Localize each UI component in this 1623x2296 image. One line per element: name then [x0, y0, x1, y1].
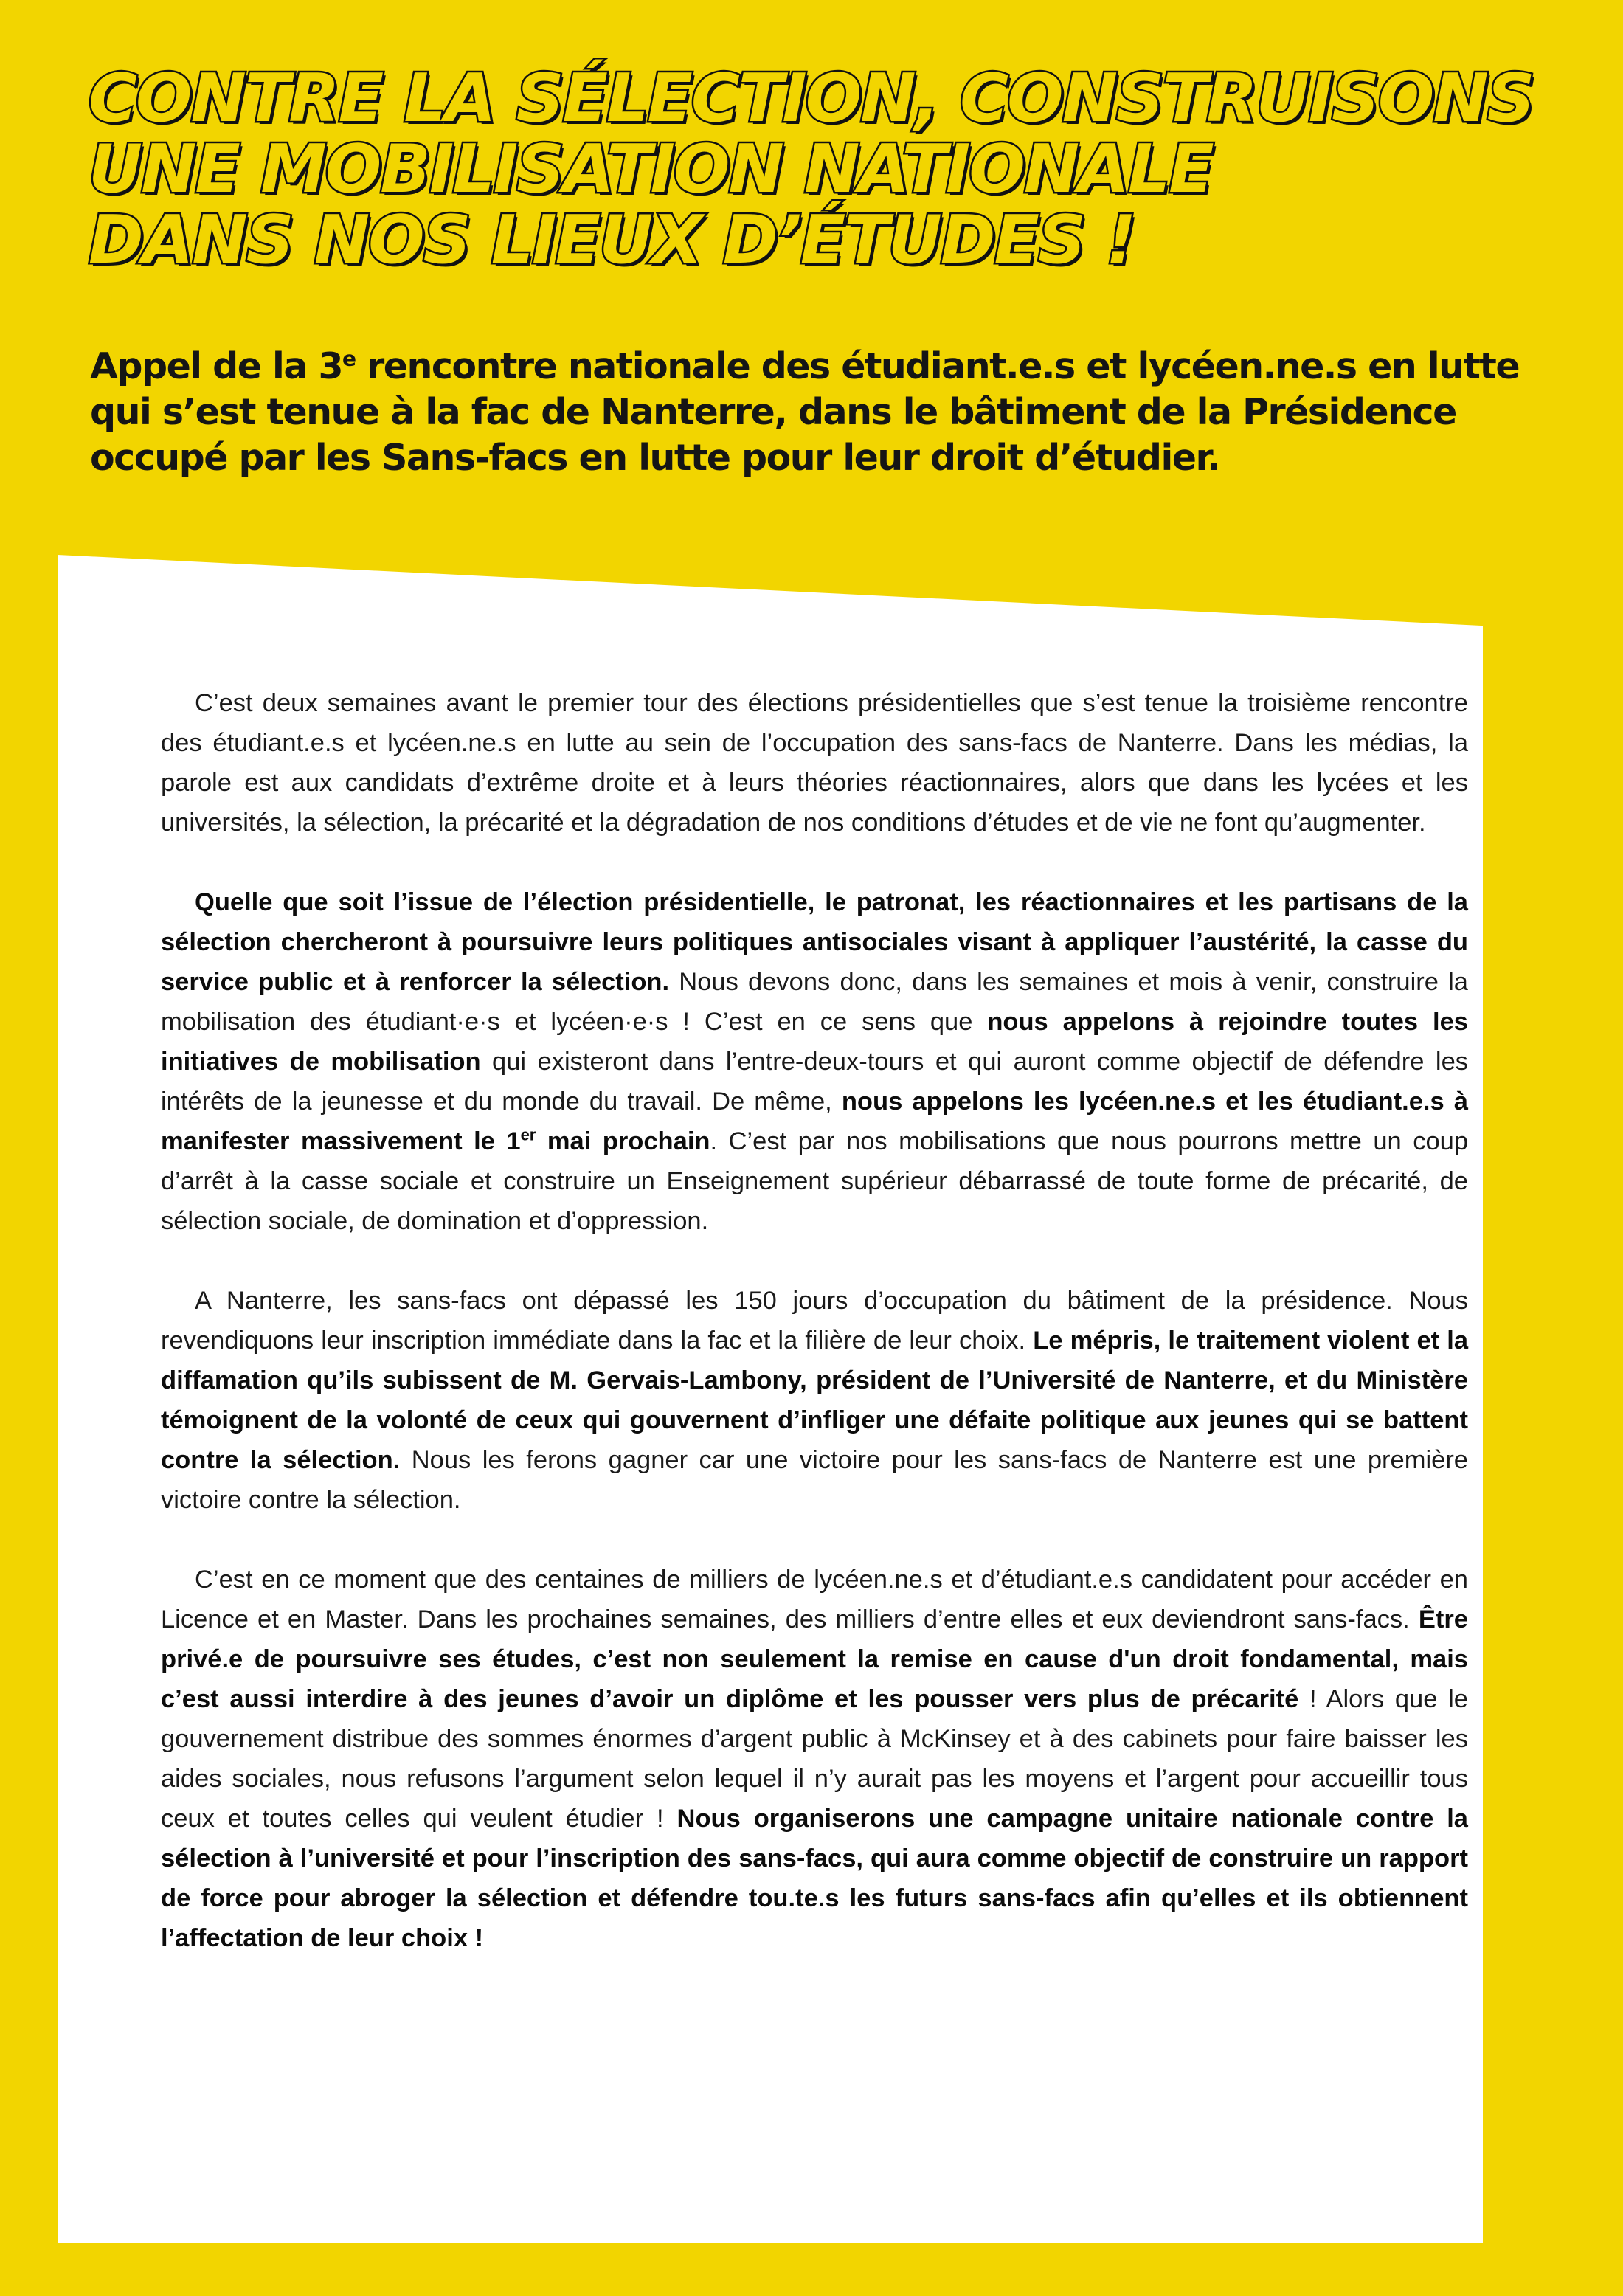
subtitle-line-1-end: rencontre nationale des étudiant.e.s et lycéen.ne.s en lutte	[355, 345, 1520, 387]
subtitle-line-2: qui s’est tenue à la fac de Nanterre, dans le bâtiment de la Présidence	[90, 391, 1456, 433]
paragraph-2-text-2: qui existeront dans l’entre-deux-tours et qui auront comme objectif de défendre les intérêts de la jeunesse et du monde du travail. De même,	[161, 1048, 1469, 1116]
paragraph-4-bold-1: Être privé.e de poursuivre ses études, c’est non seulement la remise en cause d'un droit fondamental, mais c’est aussi interdire à des jeunes d’avoir un diplôme et les pousser vers plus de précarité	[161, 1605, 1468, 1713]
paragraph-2-bold-3b: mai prochain	[536, 1127, 710, 1155]
paragraph-1-text: C’est deux semaines avant le premier tour des élections présidentielles que s’est tenue la troisième rencontre des étudiant.e.s et lycéen.ne.s en lutte au sein de l’occupation des sans-facs de Nanterre. Dans les médias, la parole est aux candidats d’extrême droite et à leurs théories réactionnaires, alors que dans les lycées et les universités, la sélection, la précarité et la dégradation de nos conditions d’études et de vie ne font qu’augmenter.	[161, 689, 1468, 837]
headline-line-3: DANS NOS LIEUX D’ÉTUDES !	[89, 201, 1135, 279]
subtitle	[90, 344, 1536, 481]
paragraph-2	[161, 882, 1468, 1241]
paragraph-3	[161, 1281, 1468, 1520]
paragraph-2-bold-2: nous appelons à rejoindre toutes les initiatives de mobilisation	[161, 1008, 1468, 1076]
article-body	[161, 683, 1468, 1998]
paragraph-1	[161, 683, 1468, 843]
paragraph-3-text-1: A Nanterre, les sans-facs ont dépassé les 150 jours d’occupation du bâtiment de la présidence. Nous revendiquons leur inscription immédiate dans la fac et la filière de leur choix.	[161, 1287, 1468, 1355]
paragraph-4-text-1: C’est en ce moment que des centaines de milliers de lycéen.ne.s et d’étudiant.e.s candidatent pour accéder en Licence et en Master. Dans les prochaines semaines, des milliers d’entre elles et eux deviendront sans-facs.	[161, 1566, 1468, 1633]
subtitle-line-1-start: Appel de la 3	[90, 345, 343, 387]
subtitle-ordinal-sup: e	[342, 346, 356, 371]
headline-line-2: UNE MOBILISATION NATIONALE	[89, 131, 1213, 208]
headline-line-1: CONTRE LA SÉLECTION, CONSTRUISONS	[89, 60, 1534, 137]
headline	[89, 60, 1534, 279]
subtitle-line-1	[90, 344, 1536, 390]
paragraph-4-bold-2: Nous organiserons une campagne unitaire nationale contre la sélection à l’université et pour l’inscription des sans-facs, qui aura comme objectif de construire un rapport de force pour abroger la sélection et défendre tou.te.s les futurs sans-facs afin qu’elles et ils obtiennent l’affectation de leur choix !	[161, 1805, 1468, 1952]
paragraph-4	[161, 1560, 1468, 1958]
subtitle-line-3: occupé par les Sans-facs en lutte pour leur droit d’étudier.	[90, 437, 1220, 479]
paragraph-2-bold-3a: nous appelons les lycéen.ne.s et les étudiant.e.s à manifester massivement le 1	[161, 1088, 1469, 1155]
paragraph-2-ordinal-sup: er	[520, 1125, 536, 1144]
paragraph-2-text-3: . C’est par nos mobilisations que nous pourrons mettre un coup d’arrêt à la casse sociale et construire un Enseignement supérieur débarrassé de toute forme de précarité, de sélection sociale, de domination et d’oppression.	[161, 1127, 1468, 1235]
paragraph-2-bold-1: Quelle que soit l’issue de l’élection présidentielle, le patronat, les réactionnaires et les partisans de la sélection chercheront à poursuivre leurs politiques antisociales visant à appliquer l’austérité, la casse du service public et à renforcer la sélection.	[161, 888, 1468, 996]
paragraph-4-text-2: ! Alors que le gouvernement distribue des sommes énormes d’argent public à McKinsey et à des cabinets pour faire baisser les aides sociales, nous refusons l’argument selon lequel il n’y aurait pas les moyens et l’argent pour accueillir tous ceux et toutes celles qui veulent étudier !	[161, 1685, 1468, 1833]
paragraph-3-bold-1: Le mépris, le traitement violent et la diffamation qu’ils subissent de M. Gervais-Lambony, président de l’Université de Nanterre, et du Ministère témoignent de la volonté de ceux qui gouvernent d’infliger une défaite politique aux jeunes qui se battent contre la sélection.	[161, 1327, 1469, 1474]
paragraph-2-text-1: Nous devons donc, dans les semaines et mois à venir, construire la mobilisation des étudiant·e·s et lycéen·e·s ! C’est en ce sens que	[161, 968, 1468, 1036]
paragraph-3-text-2: Nous les ferons gagner car une victoire pour les sans-facs de Nanterre est une première victoire contre la sélection.	[161, 1446, 1468, 1514]
